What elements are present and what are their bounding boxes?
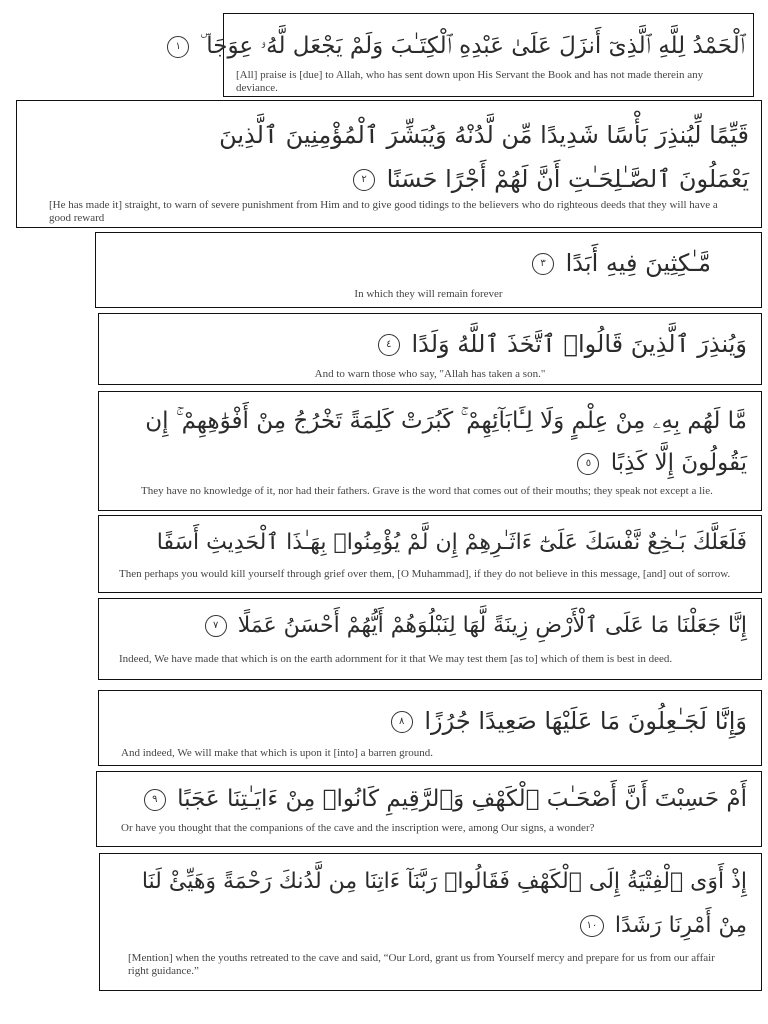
verse-translation: In which they will remain forever [354, 288, 503, 300]
verse-arabic: مَّـٰكِثِينَ فِيهِ أَبَدًا [565, 249, 711, 277]
verse-arabic-text [106, 241, 711, 285]
ayah-number-marker: ١ [167, 36, 189, 58]
verse-translation: They have no knowledge of it, nor had their fathers. Grave is the word that comes out of their mouths; they speak not except a lie. [141, 485, 713, 497]
verse-arabic-text [109, 322, 747, 366]
ayah-number-marker: ٩ [144, 789, 166, 811]
verse-box-3 [95, 232, 762, 308]
verse-translation: Then perhaps you would kill yourself through grief over them, [O Muhammad], if they do not believe in this message, [and] out of sorrow. [119, 568, 731, 580]
verse-translation: [He has made it] straight, to warn of severe punishment from Him and to give good tidings to the believers who do righteous deeds that they will have a good reward [49, 199, 718, 224]
verse-box-1 [175, 13, 754, 97]
verse-box-8 [98, 690, 762, 766]
verse-arabic: قَيِّمًا لِّيُنذِرَ بَأْسًا شَدِيدًا مِّن لَّدُنْهُ وَيُبَشِّرَ ٱلْمُؤْمِنِينَ ٱلَّذِينَ يَعْمَلُونَ ٱلصَّـٰلِحَـٰتِ أَنَّ لَهُمْ أَجْرًا حَسَنًا [219, 121, 749, 193]
verse-arabic: إِذْ أَوَى ٱلْفِتْيَةُ إِلَى ٱلْكَهْفِ فَقَالُوا۟ رَبَّنَآ ءَاتِنَا مِن لَّدُنكَ رَحْمَةً وَهَيِّئْ لَنَا مِنْ أَمْرِنَا رَشَدًا [141, 869, 747, 938]
verse-box-2 [16, 100, 762, 228]
verse-box-9 [96, 771, 762, 847]
verse-arabic-text [109, 605, 747, 647]
verse-arabic: وَإِنَّا لَجَـٰعِلُونَ مَا عَلَيْهَا صَعِيدًا جُرُزًا [424, 707, 747, 735]
ayah-number-marker: ٢ [353, 169, 375, 191]
verse-arabic: وَيُنذِرَ ٱلَّذِينَ قَالُوا۟ ٱتَّخَذَ ٱللَّهُ وَلَدًا [411, 330, 747, 358]
verse-arabic: مَّا لَهُم بِهِۦ مِنْ عِلْمٍ وَلَا لِـَٔابَآئِهِمْ ۚ كَبُرَتْ كَلِمَةً تَخْرُجُ مِنْ أَفْوَٰهِهِمْ ۚ إِن يَقُولُونَ إِلَّا كَذِبًا [145, 408, 747, 476]
verse-box-6 [98, 515, 762, 593]
ayah-number-marker: ٥ [577, 453, 599, 475]
verse-box-4 [98, 313, 762, 385]
verse-arabic: إِنَّا جَعَلْنَا مَا عَلَى ٱلْأَرْضِ زِينَةً لَّهَا لِنَبْلُوَهُمْ أَيُّهُمْ أَحْسَنُ عَمَلًا [237, 613, 747, 638]
verse-translation: And indeed, We will make that which is upon it [into] a barren ground. [121, 747, 434, 759]
verse-translation: Indeed, We have made that which is on the earth adornment for it that We may test them [as to] which of them is best in deed. [119, 653, 673, 665]
verse-translation: Or have you thought that the companions of the cave and the inscription were, among Our signs, a wonder? [121, 822, 595, 834]
verse-translation: [Mention] when the youths retreated to the cave and said, “Our Lord, grant us from Yourself mercy and prepare for us from our affair right guidance.” [128, 952, 715, 977]
verse-translation: And to warn those who say, "Allah has taken a son." [314, 368, 546, 380]
verse-arabic-text [114, 860, 747, 948]
verse-arabic-text [109, 699, 747, 743]
ayah-number-marker: ١٠ [580, 915, 604, 937]
verse-arabic-text [109, 522, 747, 564]
verse-translation: [All] praise is [due] to Allah, who has sent down upon His Servant the Book and has not made therein any deviance. [236, 69, 704, 94]
verse-arabic-text [157, 113, 749, 201]
verse-box-10 [99, 853, 762, 991]
verse-arabic: ٱلْحَمْدُ لِلَّهِ ٱلَّذِىٓ أَنزَلَ عَلَىٰ عَبْدِهِ ٱلْكِتَـٰبَ وَلَمْ يَجْعَل لَّهُۥ عِوَجَا ۜ [200, 33, 745, 59]
verse-arabic: أَمْ حَسِبْتَ أَنَّ أَصْحَـٰبَ ٱلْكَهْفِ وَٱلرَّقِيمِ كَانُوا۟ مِنْ ءَايَـٰتِنَا عَجَبًا [177, 786, 747, 812]
verse-box-5 [98, 391, 762, 511]
verse-arabic: فَلَعَلَّكَ بَـٰخِعٌ نَّفْسَكَ عَلَىٰٓ ءَاثَـٰرِهِمْ إِن لَّمْ يُؤْمِنُوا۟ بِهَـٰذَا ٱلْحَدِيثِ أَسَفًا [156, 530, 747, 555]
ayah-number-marker: ٨ [391, 711, 413, 733]
verse-arabic-text [175, 26, 745, 66]
ayah-number-marker: ٣ [532, 253, 554, 275]
verse-arabic-text [129, 400, 747, 484]
verse-arabic-text [107, 778, 747, 820]
ayah-number-marker: ٧ [205, 615, 227, 637]
ayah-number-marker: ٤ [378, 334, 400, 356]
verse-box-7 [98, 598, 762, 680]
